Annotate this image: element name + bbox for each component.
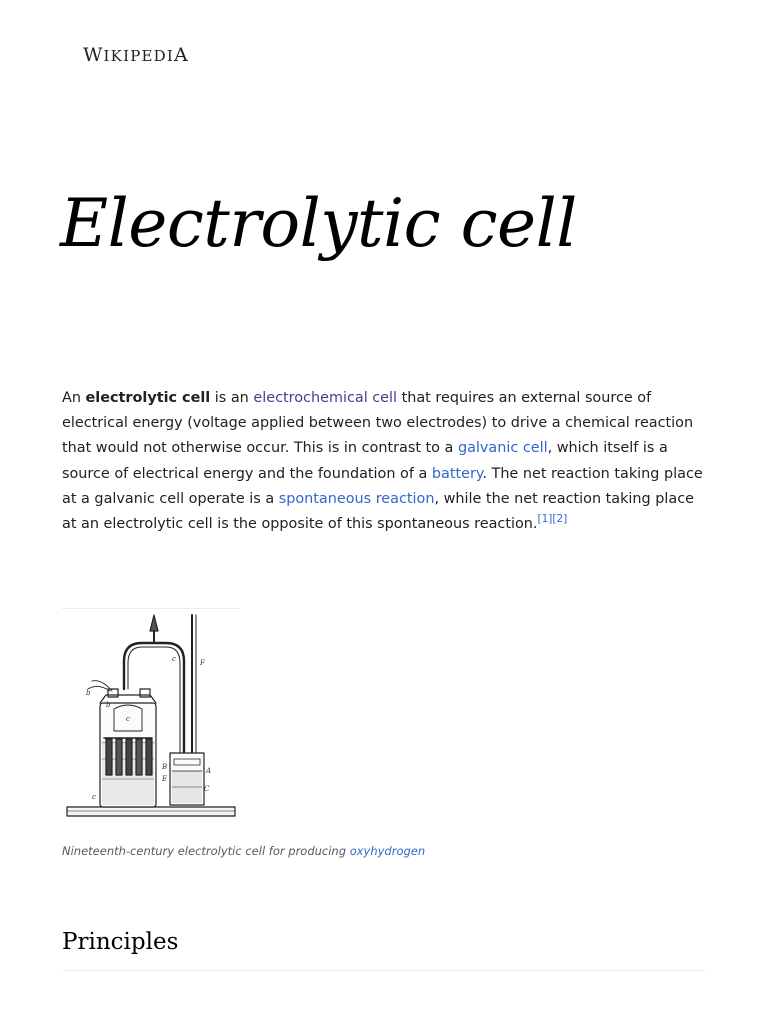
wordmark-initial: W	[83, 44, 104, 66]
link-electrochemical-cell[interactable]: electrochemical cell	[253, 390, 398, 406]
link-galvanic-cell[interactable]: galvanic cell	[457, 440, 548, 457]
lead-text: An	[62, 390, 86, 406]
lead-text: is an	[210, 390, 254, 406]
lead-paragraph	[62, 386, 710, 537]
lead-text: that requires an external source of electrical energy (voltage applied between two electrodes) to drive a chemical reaction that would not otherwise occur. This is in contrast to a	[62, 390, 694, 457]
link-oxyhydrogen[interactable]: oxyhydrogen	[349, 844, 426, 858]
page-title: Electrolytic cell	[60, 185, 577, 262]
figure-caption	[62, 843, 425, 859]
section-divider	[62, 970, 706, 971]
caption-text: Nineteenth-century electrolytic cell for producing	[62, 844, 350, 858]
diagram-label: A	[206, 767, 212, 775]
diagram-label: c	[92, 793, 96, 801]
diagram-label: B	[162, 763, 168, 771]
wordmark-final: A	[173, 44, 189, 66]
diagram-label: C	[204, 785, 210, 793]
diagram-label: F	[200, 659, 205, 667]
reference-2[interactable]	[552, 513, 567, 525]
reference-1-link[interactable]: [1]	[537, 513, 553, 526]
reference-2-link[interactable]: [2]	[552, 513, 568, 526]
diagram-label: b	[106, 701, 111, 709]
reference-1[interactable]	[538, 513, 553, 525]
wordmark-middle: IKIPEDI	[103, 47, 174, 65]
diagram-label: E	[162, 775, 168, 783]
lead-text: , while the net reaction taking place at an electrolytic cell is the opposite of this spontaneous reaction.	[62, 490, 694, 533]
electrolytic-cell-illustration	[62, 609, 240, 827]
link-spontaneous-reaction[interactable]: spontaneous reaction	[278, 490, 435, 507]
link-battery[interactable]: battery	[431, 465, 483, 482]
wikipedia-wordmark[interactable]	[83, 44, 189, 66]
lead-text: , which itself is a source of electrical energy and the foundation of a	[62, 440, 668, 482]
lead-text: . The net reaction taking place at a galvanic cell operate is a	[62, 465, 703, 507]
figure-image[interactable]	[62, 608, 240, 827]
bold-term: electrolytic cell	[85, 390, 211, 406]
section-heading-principles[interactable]: Principles	[62, 929, 179, 955]
diagram-label: c	[126, 715, 130, 723]
diagram-label: b	[86, 689, 91, 697]
diagram-label: c	[172, 655, 176, 663]
